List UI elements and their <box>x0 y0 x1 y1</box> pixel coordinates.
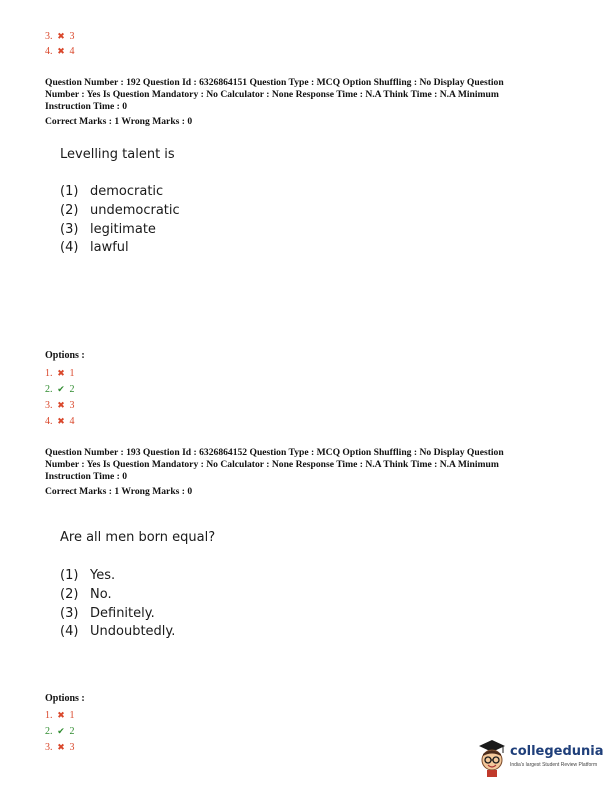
choice-item: (3) legitimate <box>60 222 156 237</box>
choice-item: (4) Undoubtedly. <box>60 624 176 639</box>
marks-line: Correct Marks : 1 Wrong Marks : 0 <box>45 116 193 127</box>
cross-icon: ✖ <box>57 368 65 378</box>
option-item: 3. ✖ 3 <box>45 400 75 411</box>
question-meta: Question Number : 192 Question Id : 6326864151 Question Type : MCQ Option Shuffling : No Display Question Number : Yes Is Question Mandatory : No Calculator : None Response Time : N.A Think Time : N.A Minimum Instruction Time : 0 <box>45 77 504 112</box>
marks-line: Correct Marks : 1 Wrong Marks : 0 <box>45 486 193 497</box>
question-text: Levelling talent is <box>60 147 175 162</box>
option-item: 4. ✖ 4 <box>45 46 75 57</box>
option-item: 4. ✖ 4 <box>45 416 75 427</box>
mascot-icon <box>476 738 508 778</box>
cross-icon: ✖ <box>57 46 65 56</box>
choice-item: (3) Definitely. <box>60 606 155 621</box>
check-icon: ✔ <box>57 384 65 394</box>
cross-icon: ✖ <box>57 710 65 720</box>
check-icon: ✔ <box>57 726 65 736</box>
option-item: 1. ✖ 1 <box>45 710 75 721</box>
logo-tagline: India's largest Student Review Platform <box>510 762 598 768</box>
option-item: 3. ✖ 3 <box>45 31 75 42</box>
option-item: 2. ✔ 2 <box>45 726 75 737</box>
cross-icon: ✖ <box>57 742 65 752</box>
choice-item: (2) undemocratic <box>60 203 180 218</box>
options-heading: Options : <box>45 693 85 704</box>
choice-item: (4) lawful <box>60 240 129 255</box>
option-item: 3. ✖ 3 <box>45 742 75 753</box>
cross-icon: ✖ <box>57 416 65 426</box>
cross-icon: ✖ <box>57 400 65 410</box>
collegedunia-logo <box>476 738 604 782</box>
question-meta: Question Number : 193 Question Id : 6326864152 Question Type : MCQ Option Shuffling : No Display Question Number : Yes Is Question Mandatory : No Calculator : None Response Time : N.A Think Time : N.A Minimum Instruction Time : 0 <box>45 447 504 482</box>
choice-item: (1) democratic <box>60 184 164 199</box>
option-item: 1. ✖ 1 <box>45 368 75 379</box>
choice-item: (2) No. <box>60 587 112 602</box>
choice-item: (1) Yes. <box>60 568 116 583</box>
logo-name: collegedunia <box>510 744 604 759</box>
option-item: 2. ✔ 2 <box>45 384 75 395</box>
cross-icon: ✖ <box>57 31 65 41</box>
question-text: Are all men born equal? <box>60 530 216 545</box>
options-heading: Options : <box>45 350 85 361</box>
